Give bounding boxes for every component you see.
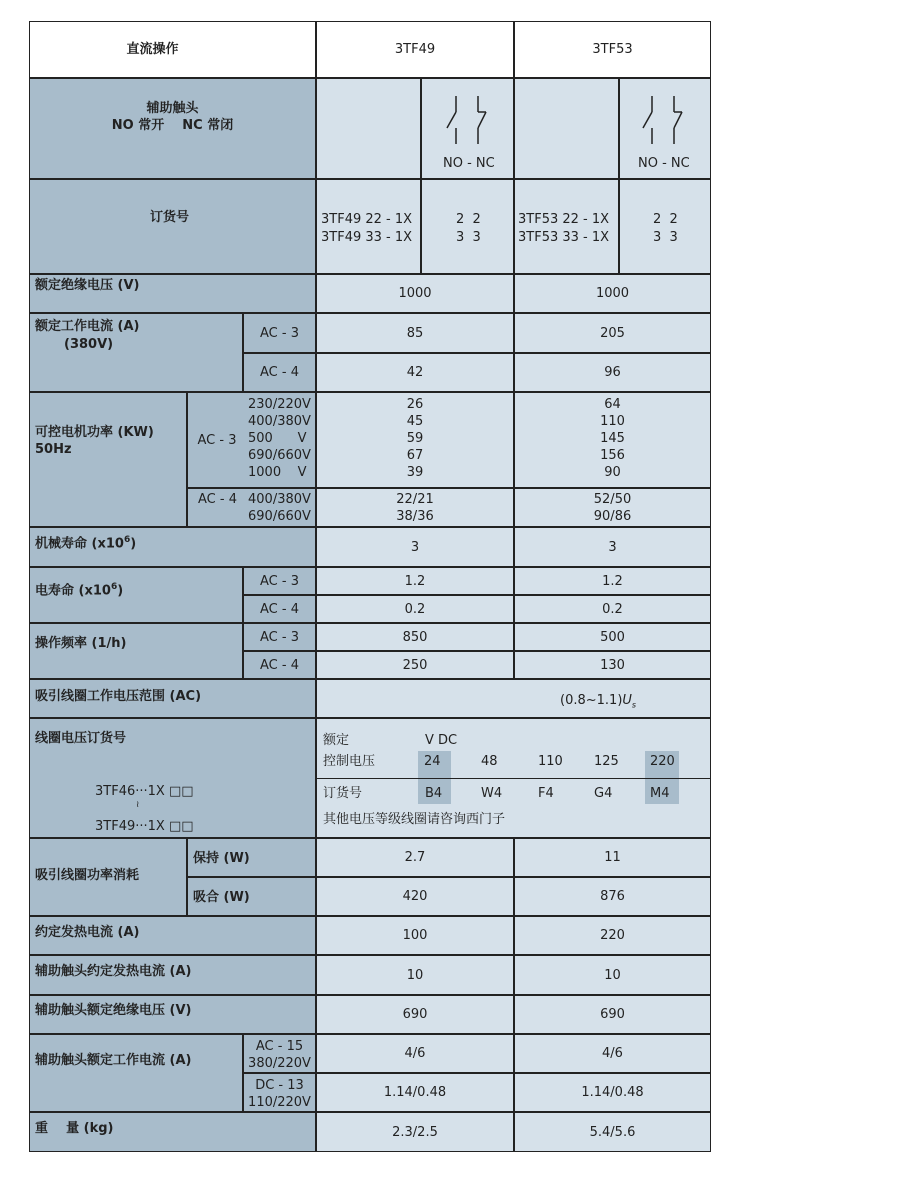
mech-life-3tf49: 3	[410, 539, 420, 555]
coil-code-b4: B4	[425, 786, 443, 801]
grid-line	[29, 566, 711, 568]
coil-power-pull-3tf53: 876	[600, 889, 625, 904]
coil-rated-label: 额定	[323, 733, 350, 748]
order-code-3tf49-22: 3TF49 22 - 1X	[321, 212, 413, 227]
coil-vdc-label: V DC	[425, 733, 458, 748]
coil-order-model-from: 3TF46···1X □□	[95, 784, 194, 799]
coil-power-cat-pull: 吸合 (W)	[193, 890, 250, 905]
thermal-current-label: 约定发热电流 (A)	[35, 925, 140, 940]
elec-life-ac3-3tf49: 1.2	[404, 573, 426, 589]
coil-power-hold-3tf53: 11	[604, 850, 621, 865]
elec-life-ac4-3tf53: 0.2	[602, 601, 623, 617]
power-value: 90	[604, 465, 621, 480]
grid-line	[29, 622, 711, 624]
aux-thermal-3tf53: 10	[604, 967, 621, 983]
coil-order-label: 线圈电压订货号	[35, 731, 127, 746]
grid-line	[186, 876, 711, 878]
aux-thermal-3tf49: 10	[406, 967, 424, 983]
aux-contacts-label-line2: NO 常开 NC 常闭	[111, 118, 234, 133]
power-value: 52/50	[593, 492, 632, 507]
power-value: 90/86	[593, 509, 632, 524]
weight-label: 重 量 (kg)	[35, 1121, 114, 1136]
coil-voltage-220: 220	[650, 754, 675, 769]
aux-insulation-3tf49: 690	[402, 1007, 428, 1022]
thermal-current-3tf53: 220	[600, 928, 625, 943]
motor-power-ac3-voltages	[248, 396, 316, 488]
header-operation: 直流操作	[126, 41, 179, 57]
grid-line	[710, 21, 711, 1152]
grid-line	[186, 392, 188, 527]
grid-line	[29, 678, 711, 680]
thermal-current-3tf49: 100	[402, 928, 428, 943]
coil-range-factor: (0.8~1.1)	[560, 693, 623, 708]
grid-line	[29, 1033, 711, 1035]
voltage-level: 690/660V	[248, 509, 311, 524]
motor-power-cat-ac3: AC - 3	[197, 432, 237, 448]
voltage-level: 230/220V	[248, 397, 311, 412]
grid-line	[242, 650, 711, 652]
coil-power-label: 吸引线圈功率消耗	[35, 868, 140, 883]
contact-count-3tf49-33: 3 3	[456, 230, 481, 245]
contact-symbol-icon	[440, 92, 500, 144]
aux-type-3tf49: NO - NC	[443, 156, 495, 171]
aux-operating-cat-dc13-voltage: 110/220V	[248, 1094, 311, 1110]
coil-range-u-sub: s	[631, 700, 637, 710]
header-model-3tf53: 3TF53	[592, 41, 633, 57]
elec-life-label-close: )	[117, 583, 124, 599]
voltage-level: 690/660V	[248, 448, 311, 463]
mech-life-label-close: )	[130, 536, 137, 552]
power-value: 59	[406, 431, 424, 446]
weight-3tf53: 5.4/5.6	[589, 1124, 636, 1140]
power-value: 64	[604, 397, 621, 412]
operating-current-cat-ac4: AC - 4	[260, 365, 299, 380]
motor-power-ac3-3tf53	[514, 396, 711, 488]
contact-symbol-icon	[636, 92, 696, 144]
coil-range-label: 吸引线圈工作电压范围 (AC)	[35, 689, 202, 704]
aux-operating-cat-ac15-voltage: 380/220V	[248, 1055, 311, 1071]
coil-order-no-label: 订货号	[323, 786, 363, 801]
motor-power-freq: 50Hz	[35, 442, 72, 457]
operating-current-ac3-3tf49: 85	[406, 325, 424, 341]
grid-line	[29, 391, 711, 393]
aux-operating-cat-dc13-name: DC - 13	[255, 1077, 304, 1093]
coil-voltage-24: 24	[424, 754, 441, 769]
order-no-label: 订货号	[150, 210, 190, 225]
motor-power-ac3-3tf49	[316, 396, 514, 488]
aux-operating-dc13-3tf49: 1.14/0.48	[383, 1085, 447, 1100]
motor-power-label: 可控电机功率 (KW)	[35, 425, 154, 440]
coil-power-pull-3tf49: 420	[402, 889, 428, 904]
weight-3tf49: 2.3/2.5	[392, 1124, 438, 1140]
grid-line	[242, 594, 711, 596]
grid-line	[29, 994, 711, 996]
order-code-3tf53-22: 3TF53 22 - 1X	[518, 212, 610, 227]
coil-power-hold-3tf49: 2.7	[404, 850, 426, 865]
coil-order-model-to: 3TF49···1X □□	[95, 819, 194, 834]
voltage-level: 500 V	[248, 431, 307, 446]
op-freq-ac3-3tf49: 850	[402, 629, 428, 645]
power-value: 110	[600, 414, 625, 429]
coil-order-range-tilde: ≀	[136, 800, 140, 810]
operating-current-label: 额定工作电流 (A)	[35, 319, 140, 334]
elec-life-label	[35, 579, 123, 599]
operating-current-voltage: (380V)	[64, 337, 114, 352]
grid-line	[513, 21, 515, 679]
operating-current-cat-ac3: AC - 3	[260, 325, 299, 341]
coil-voltage-110: 110	[538, 754, 563, 769]
grid-line	[29, 273, 711, 275]
operating-current-ac3-3tf53: 205	[600, 325, 625, 341]
motor-power-ac4-3tf49	[316, 491, 514, 527]
elec-life-label-text: 电寿命 (x10	[35, 583, 111, 599]
contact-count-3tf49-22: 2 2	[456, 212, 481, 227]
coil-range-value	[560, 692, 636, 714]
motor-power-ac4-voltages	[248, 491, 316, 527]
grid-line	[186, 487, 711, 489]
grid-line	[316, 778, 711, 779]
grid-line	[242, 1072, 711, 1074]
elec-life-ac3-3tf53: 1.2	[602, 573, 623, 589]
aux-insulation-label: 辅助触头额定绝缘电压 (V)	[35, 1003, 192, 1018]
mech-life-3tf53: 3	[608, 539, 617, 555]
grid-line	[29, 526, 711, 528]
grid-line	[618, 77, 620, 274]
power-value: 26	[406, 397, 424, 412]
grid-line	[29, 21, 711, 22]
coil-range-u: U	[622, 693, 632, 708]
voltage-level: 400/380V	[248, 492, 311, 507]
order-code-3tf53-33: 3TF53 33 - 1X	[518, 230, 610, 245]
grid-line	[29, 178, 711, 180]
aux-operating-dc13-3tf53: 1.14/0.48	[581, 1085, 644, 1100]
aux-operating-cat-ac15	[243, 1036, 316, 1073]
operating-current-ac4-3tf53: 96	[604, 365, 621, 380]
insulation-voltage-3tf49: 1000	[398, 286, 432, 301]
aux-operating-cat-ac15-name: AC - 15	[255, 1038, 304, 1054]
contact-count-3tf53-33: 3 3	[653, 230, 678, 245]
elec-life-cat-ac3: AC - 3	[260, 573, 299, 589]
grid-line	[242, 352, 711, 354]
aux-operating-ac15-3tf53: 4/6	[602, 1046, 623, 1061]
aux-operating-label: 辅助触头额定工作电流 (A)	[35, 1053, 192, 1068]
motor-power-ac4-3tf53	[514, 491, 711, 527]
power-value: 45	[406, 414, 424, 429]
voltage-level: 400/380V	[248, 414, 311, 429]
coil-power-cat-hold: 保持 (W)	[193, 851, 250, 866]
insulation-voltage-label: 额定绝缘电压 (V)	[35, 278, 140, 293]
aux-contacts-label	[29, 92, 316, 142]
grid-line	[29, 954, 711, 956]
aux-thermal-label: 辅助触头约定发热电流 (A)	[35, 964, 192, 979]
grid-line	[29, 312, 711, 314]
aux-type-3tf53: NO - NC	[638, 156, 690, 171]
coil-code-w4: W4	[481, 786, 503, 801]
coil-code-g4: G4	[594, 786, 613, 801]
grid-line	[29, 1151, 711, 1152]
mech-life-label	[35, 532, 136, 552]
voltage-level: 1000 V	[248, 465, 307, 480]
contact-count-3tf53-22: 2 2	[653, 212, 678, 227]
grid-line	[29, 77, 711, 79]
motor-power-cat-ac4: AC - 4	[198, 492, 237, 507]
op-freq-label: 操作频率 (1/h)	[35, 636, 127, 651]
grid-line	[29, 837, 711, 839]
header-model-3tf49: 3TF49	[394, 41, 436, 57]
mech-life-exponent: 6	[123, 535, 131, 545]
grid-line	[315, 21, 317, 1152]
op-freq-cat-ac3: AC - 3	[260, 629, 299, 645]
power-value: 67	[406, 448, 424, 463]
power-value: 38/36	[396, 509, 434, 524]
aux-contacts-label-line1: 辅助触头	[146, 101, 199, 116]
power-value: 22/21	[396, 492, 434, 507]
coil-code-f4: F4	[538, 786, 554, 801]
grid-line	[29, 1111, 711, 1113]
op-freq-ac4-3tf53: 130	[600, 657, 625, 673]
coil-control-voltage-label: 控制电压	[323, 754, 376, 769]
elec-life-cat-ac4: AC - 4	[260, 601, 299, 617]
coil-code-m4: M4	[650, 786, 670, 801]
grid-line	[420, 77, 422, 274]
aux-operating-ac15-3tf49: 4/6	[404, 1046, 426, 1061]
insulation-voltage-3tf53: 1000	[595, 286, 630, 301]
grid-line	[29, 717, 711, 719]
coil-voltage-125: 125	[594, 754, 619, 769]
grid-line	[29, 21, 30, 1152]
grid-line	[29, 915, 711, 917]
order-code-3tf49-33: 3TF49 33 - 1X	[321, 230, 413, 245]
op-freq-ac4-3tf49: 250	[402, 657, 428, 673]
mech-life-label-text: 机械寿命 (x10	[35, 536, 124, 552]
power-value: 156	[600, 448, 625, 463]
power-value: 145	[600, 431, 625, 446]
elec-life-exponent: 6	[110, 582, 118, 592]
op-freq-ac3-3tf53: 500	[600, 629, 625, 645]
aux-insulation-3tf53: 690	[600, 1007, 625, 1022]
coil-order-note: 其他电压等级线圈请咨询西门子	[323, 812, 506, 827]
coil-voltage-48: 48	[481, 754, 498, 769]
op-freq-cat-ac4: AC - 4	[260, 657, 299, 673]
operating-current-ac4-3tf49: 42	[406, 365, 424, 380]
aux-operating-cat-dc13	[243, 1075, 316, 1112]
elec-life-ac4-3tf49: 0.2	[404, 601, 426, 617]
power-value: 39	[406, 465, 424, 480]
